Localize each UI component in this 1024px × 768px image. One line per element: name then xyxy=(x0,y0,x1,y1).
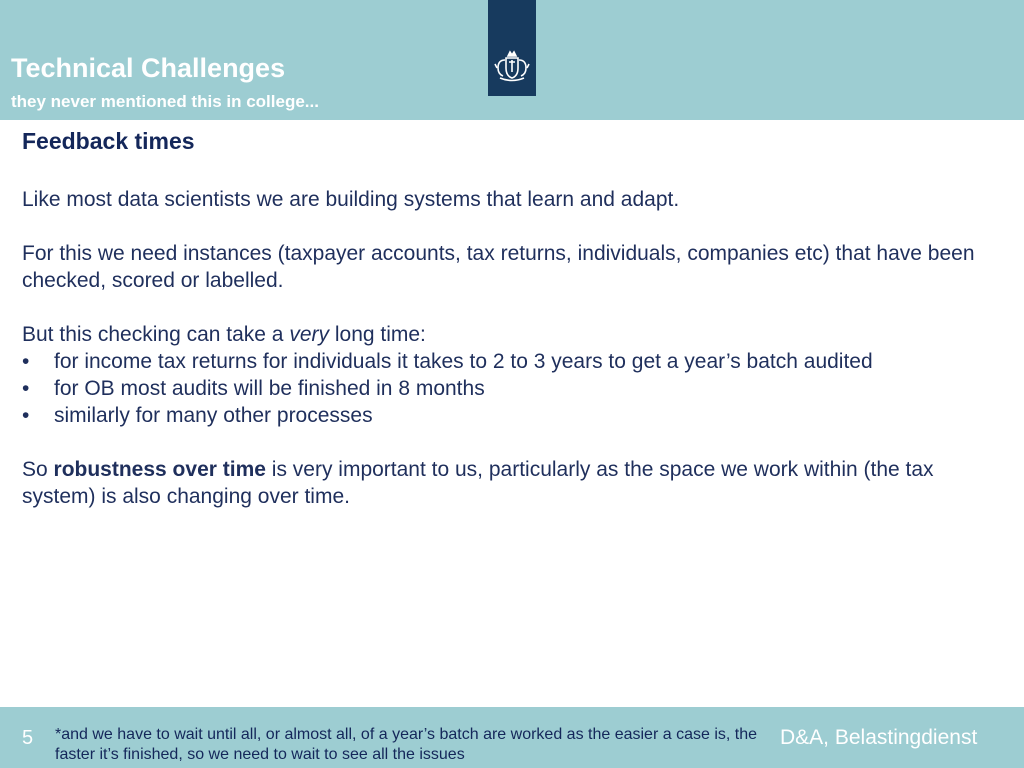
checking-text-start: But this checking can take a xyxy=(22,323,290,346)
list-item xyxy=(22,348,1002,375)
bullet-list xyxy=(22,348,1002,429)
slide-content xyxy=(22,126,1002,510)
paragraph-checking xyxy=(22,321,1002,348)
bullet-icon: • xyxy=(22,350,30,373)
list-item-text: for income tax returns for individuals it takes to 2 to 3 years to get a year’s batch audited xyxy=(54,350,873,373)
checking-text-end: long time: xyxy=(329,323,426,346)
robustness-text-end: is very important to us, particularly as the space we work within (the tax system) is also changing over time. xyxy=(22,458,934,508)
section-heading: Feedback times xyxy=(22,128,195,154)
bullet-icon: • xyxy=(22,404,30,427)
logo xyxy=(488,0,536,96)
paragraph-robustness xyxy=(22,456,1002,510)
footnote: *and we have to wait until all, or almost all, of a year’s batch are worked as the easier a case is, the faster it’s finished, so we need to wait to see all the issues xyxy=(55,726,757,763)
list-item xyxy=(22,375,1002,402)
emphasis-very: very xyxy=(289,323,330,346)
page-subtitle: they never mentioned this in college... xyxy=(11,92,319,111)
paragraph-instances: For this we need instances (taxpayer accounts, tax returns, individuals, companies etc) that have been checked, scored or labelled. xyxy=(22,242,975,292)
paragraph-intro: Like most data scientists we are building systems that learn and adapt. xyxy=(22,188,680,211)
organization-label: D&A, Belastingdienst xyxy=(780,726,978,749)
page-number: 5 xyxy=(22,727,34,749)
robustness-text-start: So xyxy=(22,458,54,481)
header-bar xyxy=(0,0,1024,120)
list-item xyxy=(22,402,1002,429)
page-title: Technical Challenges xyxy=(11,53,286,83)
bullet-icon: • xyxy=(22,377,30,400)
list-item-text: for OB most audits will be finished in 8 months xyxy=(54,377,485,400)
royal-coat-of-arms-icon xyxy=(492,50,532,86)
list-item-text: similarly for many other processes xyxy=(54,404,373,427)
footer-bar xyxy=(0,707,1024,768)
emphasis-robustness: robustness over time xyxy=(53,458,266,481)
